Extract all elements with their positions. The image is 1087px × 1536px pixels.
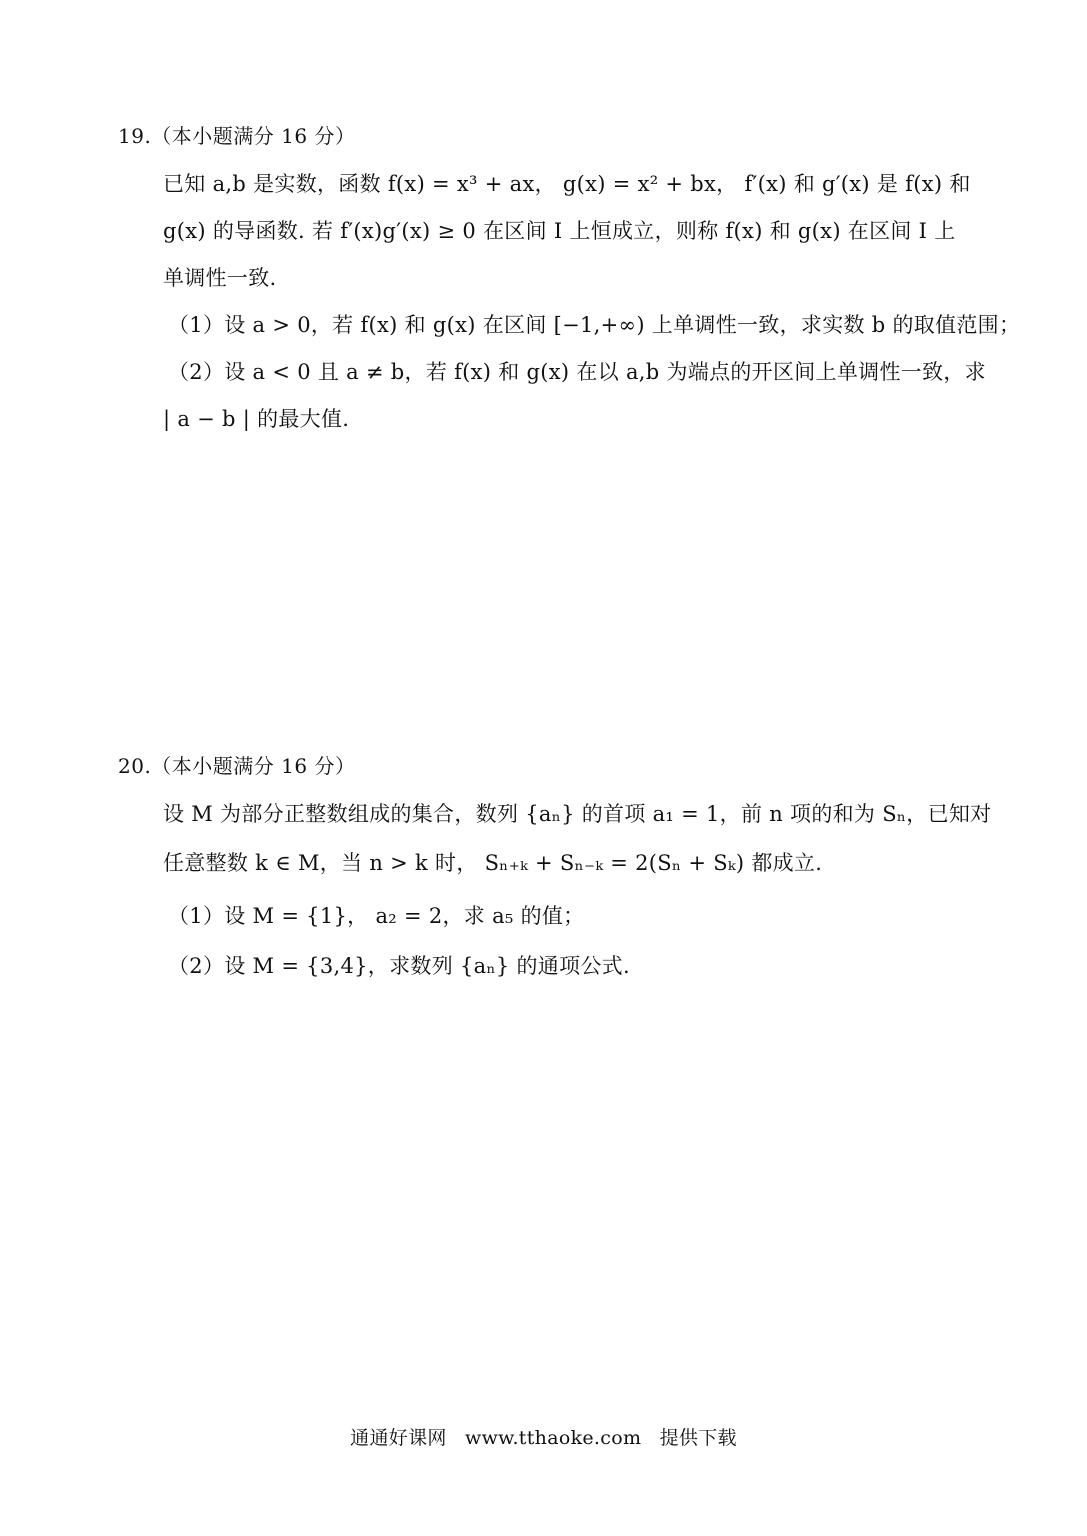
problem-19-line-2: g(x) 的导函数. 若 f′(x)g′(x) ≥ 0 在区间 I 上恒成立，则称 f(x) 和 g(x) 在区间 I 上 [163, 219, 956, 243]
problem-20-title: 20.（本小题满分 16 分） [118, 754, 356, 778]
problem-19-part-2-cont: | a − b | 的最大值. [163, 407, 350, 431]
problem-19-part-1: （1）设 a > 0，若 f(x) 和 g(x) 在区间 [−1,+∞) 上单调性一致，求实数 b 的取值范围； [168, 313, 1021, 337]
problem-19-title: 19.（本小题满分 16 分） [118, 124, 356, 148]
problem-20-line-2: 任意整数 k ∈ M，当 n > k 时， Sₙ₊ₖ + Sₙ₋ₖ = 2(Sₙ + Sₖ) 都成立. [163, 851, 823, 875]
footer [0, 1423, 1087, 1450]
footer-note: 提供下载 [659, 1427, 737, 1449]
problem-20-part-2: （2）设 M = {3,4}，求数列 {aₙ} 的通项公式. [168, 954, 630, 978]
problem-20-part-1: （1）设 M = {1}， a₂ = 2，求 a₅ 的值； [168, 904, 585, 928]
problem-19-line-1: 已知 a,b 是实数，函数 f(x) = x³ + ax， g(x) = x² + bx， f′(x) 和 g′(x) 是 f(x) 和 [163, 172, 971, 196]
footer-url[interactable]: www.tthaoke.com [465, 1427, 642, 1449]
problem-19-line-3: 单调性一致. [163, 266, 277, 290]
problem-19-part-2: （2）设 a < 0 且 a ≠ b，若 f(x) 和 g(x) 在以 a,b 为端点的开区间上单调性一致，求 [168, 360, 986, 384]
problem-20-line-1: 设 M 为部分正整数组成的集合，数列 {aₙ} 的首项 a₁ = 1，前 n 项的和为 Sₙ，已知对 [163, 802, 992, 826]
footer-site-name: 通通好课网 [350, 1427, 447, 1449]
